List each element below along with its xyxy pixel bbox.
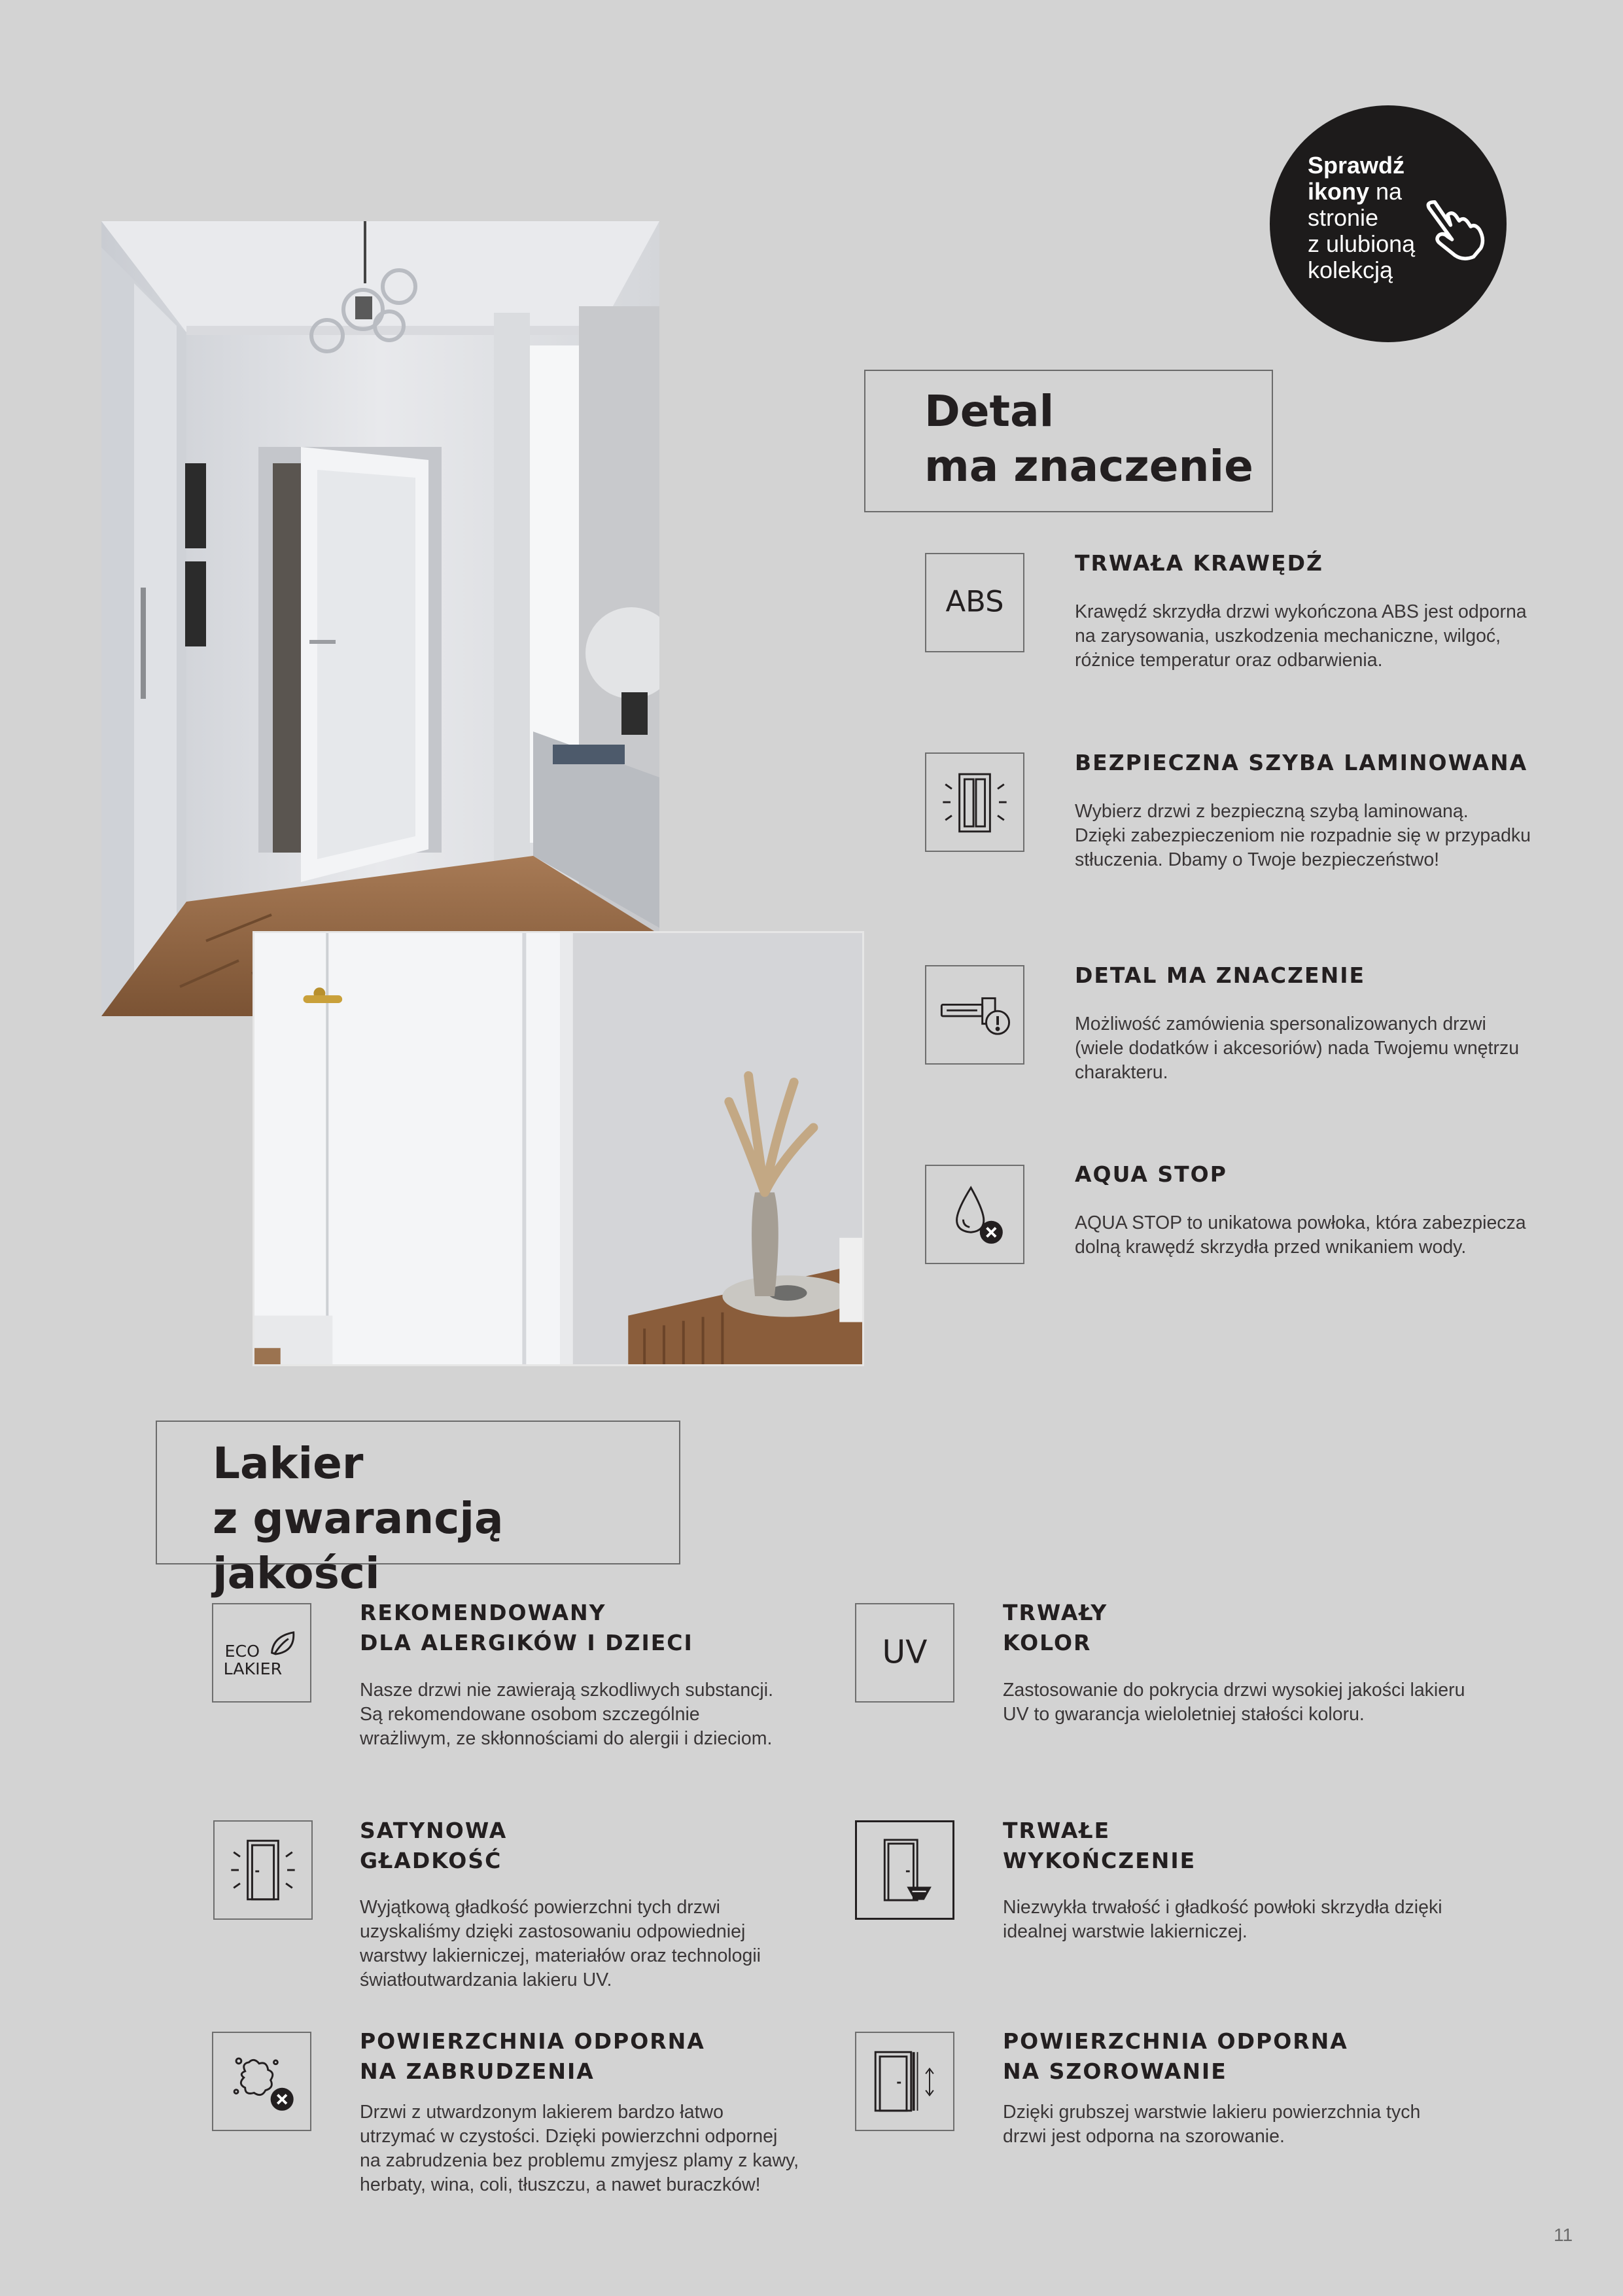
desc-line: dolną krawędź skrzydła przed wnikaniem wody. bbox=[1075, 1237, 1467, 1258]
desc-line: Nasze drzwi nie zawierają szkodliwych substancji. bbox=[360, 1680, 773, 1701]
desc-line: uzyskaliśmy dzięki zastosowaniu odpowiedniej bbox=[360, 1921, 746, 1942]
page-number: 11 bbox=[1554, 2225, 1573, 2245]
desc-line: wrażliwym, ze skłonnościami do alergii i dzieciom. bbox=[360, 1728, 773, 1749]
desc-line: stłuczenia. Dbamy o Twoje bezpieczeństwo! bbox=[1075, 849, 1440, 870]
pointing-hand-icon bbox=[1419, 189, 1491, 261]
water-drop-stop-icon bbox=[925, 1165, 1024, 1264]
desc-line: Wybierz drzwi z bezpieczną szybą laminowaną. bbox=[1075, 801, 1469, 822]
badge-line-1: Sprawdź bbox=[1308, 152, 1405, 179]
title-line: GŁADKOŚĆ bbox=[360, 1848, 502, 1873]
feature-scrub-title bbox=[1003, 2026, 1348, 2087]
feature-stain-title bbox=[360, 2026, 705, 2087]
title-line: POWIERZCHNIA ODPORNA bbox=[360, 2028, 705, 2054]
badge-line-2-rest: na bbox=[1369, 178, 1403, 205]
feature-finish-title bbox=[1003, 1816, 1196, 1876]
feature-color-desc bbox=[1003, 1678, 1465, 1727]
section-lacquer-title-line-2: z gwarancją jakości bbox=[213, 1493, 504, 1598]
door-handle-detail-icon bbox=[925, 965, 1024, 1065]
section-detail-title-line-2: ma znaczenie bbox=[924, 441, 1253, 491]
desc-line: Dzięki zabezpieczeniom nie rozpadnie się w przypadku bbox=[1075, 825, 1531, 846]
eco-icon-text-2: LAKIER bbox=[223, 1659, 283, 1679]
desc-line: utrzymać w czystości. Dzięki powierzchni odpornej bbox=[360, 2126, 778, 2147]
section-lacquer-title-line-1: Lakier bbox=[213, 1438, 364, 1489]
title-line: POWIERZCHNIA ODPORNA bbox=[1003, 2028, 1348, 2054]
durable-finish-door-icon bbox=[855, 1820, 954, 1920]
title-line: TRWAŁY bbox=[1003, 1600, 1108, 1625]
feature-allergy-desc bbox=[360, 1678, 773, 1751]
desc-line: Dzięki grubszej warstwie lakieru powierzchnia tych bbox=[1003, 2102, 1421, 2123]
abs-icon-text: ABS bbox=[945, 584, 1004, 619]
feature-scrub-desc bbox=[1003, 2100, 1420, 2149]
desc-line: warstwy lakierniczej, materiałów oraz technologii bbox=[360, 1945, 761, 1966]
feature-color-title bbox=[1003, 1598, 1108, 1658]
desc-line: Drzwi z utwardzonym lakierem bardzo łatwo bbox=[360, 2102, 724, 2123]
abs-icon bbox=[925, 553, 1024, 652]
desc-line: Wyjątkową gładkość powierzchni tych drzwi bbox=[360, 1897, 720, 1918]
eco-lacquer-icon bbox=[212, 1603, 311, 1703]
feature-satin-desc bbox=[360, 1896, 761, 1992]
title-line: REKOMENDOWANY bbox=[360, 1600, 606, 1625]
desc-line: herbaty, wina, coli, tłuszczu, a nawet buraczków! bbox=[360, 2174, 761, 2195]
hallway-photo bbox=[101, 221, 659, 1016]
badge-line-5: kolekcją bbox=[1308, 256, 1393, 283]
desc-line: drzwi jest odporna na szorowanie. bbox=[1003, 2126, 1285, 2147]
desc-line: różnice temperatur oraz odbarwienia. bbox=[1075, 650, 1383, 671]
desc-line: AQUA STOP to unikatowa powłoka, która zabezpiecza bbox=[1075, 1212, 1526, 1233]
desc-line: charakteru. bbox=[1075, 1062, 1168, 1083]
desc-line: (wiele dodatków i akcesoriów) nada Twojemu wnętrzu bbox=[1075, 1038, 1520, 1059]
feature-durable-edge-title: TRWAŁA KRAWĘDŹ bbox=[1075, 550, 1323, 576]
title-line: DLA ALERGIKÓW I DZIECI bbox=[360, 1630, 693, 1655]
feature-satin-title bbox=[360, 1816, 507, 1876]
uv-icon bbox=[855, 1603, 954, 1703]
laminated-glass-door-icon bbox=[925, 752, 1024, 852]
desc-line: Krawędź skrzydła drzwi wykończona ABS jest odporna bbox=[1075, 601, 1527, 622]
desc-line: na zabrudzenia bez problemu zmyjesz plamy z kawy, bbox=[360, 2150, 799, 2171]
check-icons-badge bbox=[1270, 105, 1507, 342]
uv-icon-text: UV bbox=[882, 1634, 928, 1671]
desc-line: Zastosowanie do pokrycia drzwi wysokiej jakości lakieru bbox=[1003, 1680, 1465, 1701]
title-line: TRWAŁE bbox=[1003, 1818, 1111, 1843]
feature-aqua-stop-desc bbox=[1075, 1211, 1526, 1260]
feature-detail-desc bbox=[1075, 1012, 1519, 1085]
desc-line: światłoutwardzania lakieru UV. bbox=[360, 1969, 612, 1990]
title-line: WYKOŃCZENIE bbox=[1003, 1848, 1196, 1873]
feature-allergy-title bbox=[360, 1598, 693, 1658]
eco-icon-text-1: ECO bbox=[224, 1641, 260, 1661]
badge-line-4: z ulubioną bbox=[1308, 230, 1416, 257]
section-detail-title bbox=[924, 384, 1253, 494]
section-lacquer-title-box bbox=[156, 1421, 680, 1598]
scrub-resistant-door-icon bbox=[855, 2032, 954, 2131]
feature-finish-desc bbox=[1003, 1896, 1442, 1944]
door-detail-photo bbox=[253, 931, 864, 1366]
title-line: KOLOR bbox=[1003, 1630, 1092, 1655]
desc-line: Możliwość zamówienia spersonalizowanych drzwi bbox=[1075, 1014, 1486, 1034]
section-detail-title-line-1: Detal bbox=[924, 386, 1055, 436]
feature-detail-title: DETAL MA ZNACZENIE bbox=[1075, 963, 1366, 988]
title-line: SATYNOWA bbox=[360, 1818, 508, 1843]
section-detail-title-box bbox=[864, 370, 1273, 512]
badge-line-3: stronie bbox=[1308, 204, 1379, 231]
title-line: NA SZOROWANIE bbox=[1003, 2058, 1227, 2084]
feature-safe-glass-desc bbox=[1075, 800, 1531, 872]
section-lacquer-title bbox=[213, 1436, 679, 1601]
badge-line-2-bold: ikony bbox=[1308, 178, 1370, 205]
stain-resistant-icon bbox=[212, 2032, 311, 2131]
feature-safe-glass-title: BEZPIECZNA SZYBA LAMINOWANA bbox=[1075, 750, 1528, 775]
desc-line: UV to gwarancja wieloletniej stałości koloru. bbox=[1003, 1704, 1365, 1725]
desc-line: Niezwykła trwałość i gładkość powłoki skrzydła dzięki bbox=[1003, 1897, 1442, 1918]
desc-line: na zarysowania, uszkodzenia mechaniczne, wilgoć, bbox=[1075, 626, 1501, 646]
desc-line: Są rekomendowane osobom szczególnie bbox=[360, 1704, 700, 1725]
satin-door-shine-icon bbox=[213, 1820, 313, 1920]
feature-durable-edge-desc bbox=[1075, 600, 1527, 673]
title-line: NA ZABRUDZENIA bbox=[360, 2058, 595, 2084]
feature-stain-desc bbox=[360, 2100, 799, 2197]
desc-line: idealnej warstwie lakierniczej. bbox=[1003, 1921, 1248, 1942]
feature-aqua-stop-title: AQUA STOP bbox=[1075, 1161, 1227, 1187]
